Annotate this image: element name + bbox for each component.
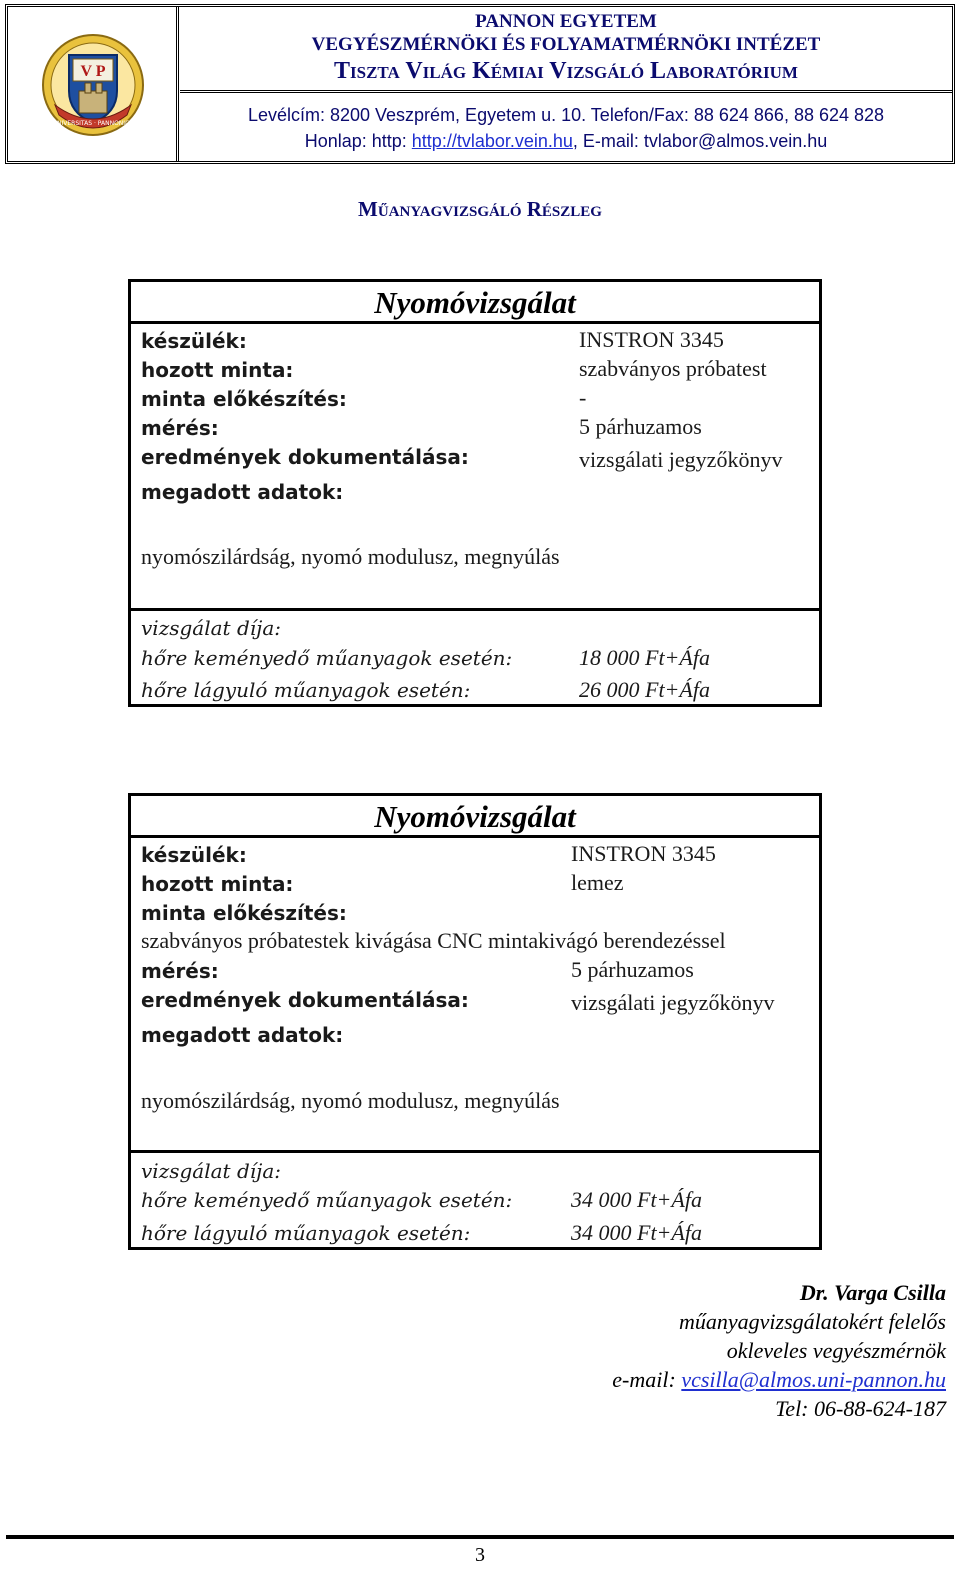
row-value: szabványos próbatest bbox=[579, 356, 767, 381]
row-label: minta előkészítés: bbox=[141, 387, 347, 411]
signatory-role: műanyagvizsgálatokért felelős bbox=[678, 1309, 946, 1334]
row-value: INSTRON 3345 bbox=[571, 841, 716, 866]
row-label: eredmények dokumentálása: bbox=[141, 445, 469, 469]
laboratory-name: Tiszta Világ Kémiai Vizsgáló Laboratórium bbox=[334, 58, 798, 84]
data-line: nyomószilárdság, nyomó modulusz, megnyúlás bbox=[141, 1088, 560, 1113]
fee-value: 34 000 Ft+Áfa bbox=[571, 1187, 702, 1212]
row-value: 5 párhuzamos bbox=[579, 414, 702, 439]
university-name: PANNON EGYETEM bbox=[475, 11, 657, 32]
email-link[interactable]: vcsilla@almos.uni-pannon.hu bbox=[681, 1367, 946, 1392]
institute-name: VEGYÉSZMÉRNÖKI ÉS FOLYAMATMÉRNÖKI INTÉZET bbox=[311, 34, 821, 55]
row-label: készülék: bbox=[141, 843, 247, 867]
signatory-title: okleveles vegyészmérnök bbox=[726, 1338, 946, 1363]
footer-rule bbox=[6, 1535, 954, 1539]
signatory-name: Dr. Varga Csilla bbox=[799, 1280, 946, 1305]
fee-value: 26 000 Ft+Áfa bbox=[579, 677, 710, 702]
row-value: lemez bbox=[571, 870, 624, 895]
row-value: vizsgálati jegyzőkönyv bbox=[571, 990, 775, 1015]
row-value: vizsgálati jegyzőkönyv bbox=[579, 447, 783, 472]
email-prefix: e-mail: bbox=[612, 1367, 682, 1392]
web-contact bbox=[180, 131, 952, 152]
row-label: mérés: bbox=[141, 416, 219, 440]
email-text: , E-mail: tvlabor@almos.vein.hu bbox=[572, 131, 828, 151]
test-box-1 bbox=[128, 279, 822, 707]
logo-cell bbox=[8, 7, 179, 161]
row-label: minta előkészítés: bbox=[141, 901, 347, 925]
fee-label: hőre lágyuló műanyagok esetén: bbox=[141, 1221, 471, 1245]
fee-value: 34 000 Ft+Áfa bbox=[571, 1220, 702, 1245]
test-box-2 bbox=[128, 793, 822, 1250]
row-value: - bbox=[579, 385, 587, 410]
homepage-link[interactable]: http://tvlabor.vein.hu bbox=[411, 131, 573, 151]
row-value: 5 párhuzamos bbox=[571, 957, 694, 982]
fee-value: 18 000 Ft+Áfa bbox=[579, 645, 710, 670]
box-title: Nyomóvizsgálat bbox=[131, 282, 819, 324]
svg-text:V P: V P bbox=[80, 63, 106, 80]
header-contact-block bbox=[180, 93, 952, 161]
page-number: 3 bbox=[475, 1544, 485, 1566]
fee-label: hőre lágyuló műanyagok esetén: bbox=[141, 678, 471, 702]
fee-label: hőre keményedő műanyagok esetén: bbox=[141, 1188, 513, 1212]
fee-label: hőre keményedő műanyagok esetén: bbox=[141, 646, 513, 670]
row-label: eredmények dokumentálása: bbox=[141, 988, 469, 1012]
box-title: Nyomóvizsgálat bbox=[131, 796, 819, 838]
row-label: megadott adatok: bbox=[141, 1023, 344, 1047]
letterhead bbox=[5, 4, 955, 164]
signatory-phone: Tel: 06-88-624-187 bbox=[775, 1396, 946, 1421]
signatory-email bbox=[612, 1367, 946, 1393]
prep-line: szabványos próbatestek kivágása CNC mintakivágó berendezéssel bbox=[141, 928, 726, 953]
postal-address: Levélcím: 8200 Veszprém, Egyetem u. 10. Telefon/Fax: 88 624 866, 88 624 828 bbox=[247, 105, 885, 125]
web-prefix: Honlap: http: bbox=[304, 131, 412, 151]
section-title: Műanyagvizsgáló Részleg bbox=[358, 197, 602, 221]
row-label: hozott minta: bbox=[141, 872, 294, 896]
svg-text:UNIVERSITAS · PANNONICA: UNIVERSITAS · PANNONICA bbox=[52, 120, 134, 127]
fee-header: vizsgálat díja: bbox=[141, 1159, 281, 1183]
divider bbox=[131, 608, 819, 611]
row-label: hozott minta: bbox=[141, 358, 294, 382]
data-line: nyomószilárdság, nyomó modulusz, megnyúlás bbox=[141, 544, 560, 569]
row-value: INSTRON 3345 bbox=[579, 327, 724, 352]
divider bbox=[131, 1150, 819, 1153]
row-label: megadott adatok: bbox=[141, 480, 344, 504]
university-seal-logo bbox=[41, 33, 145, 137]
row-label: mérés: bbox=[141, 959, 219, 983]
fee-header: vizsgálat díja: bbox=[141, 616, 281, 640]
row-label: készülék: bbox=[141, 329, 247, 353]
header-title-block bbox=[180, 7, 952, 93]
